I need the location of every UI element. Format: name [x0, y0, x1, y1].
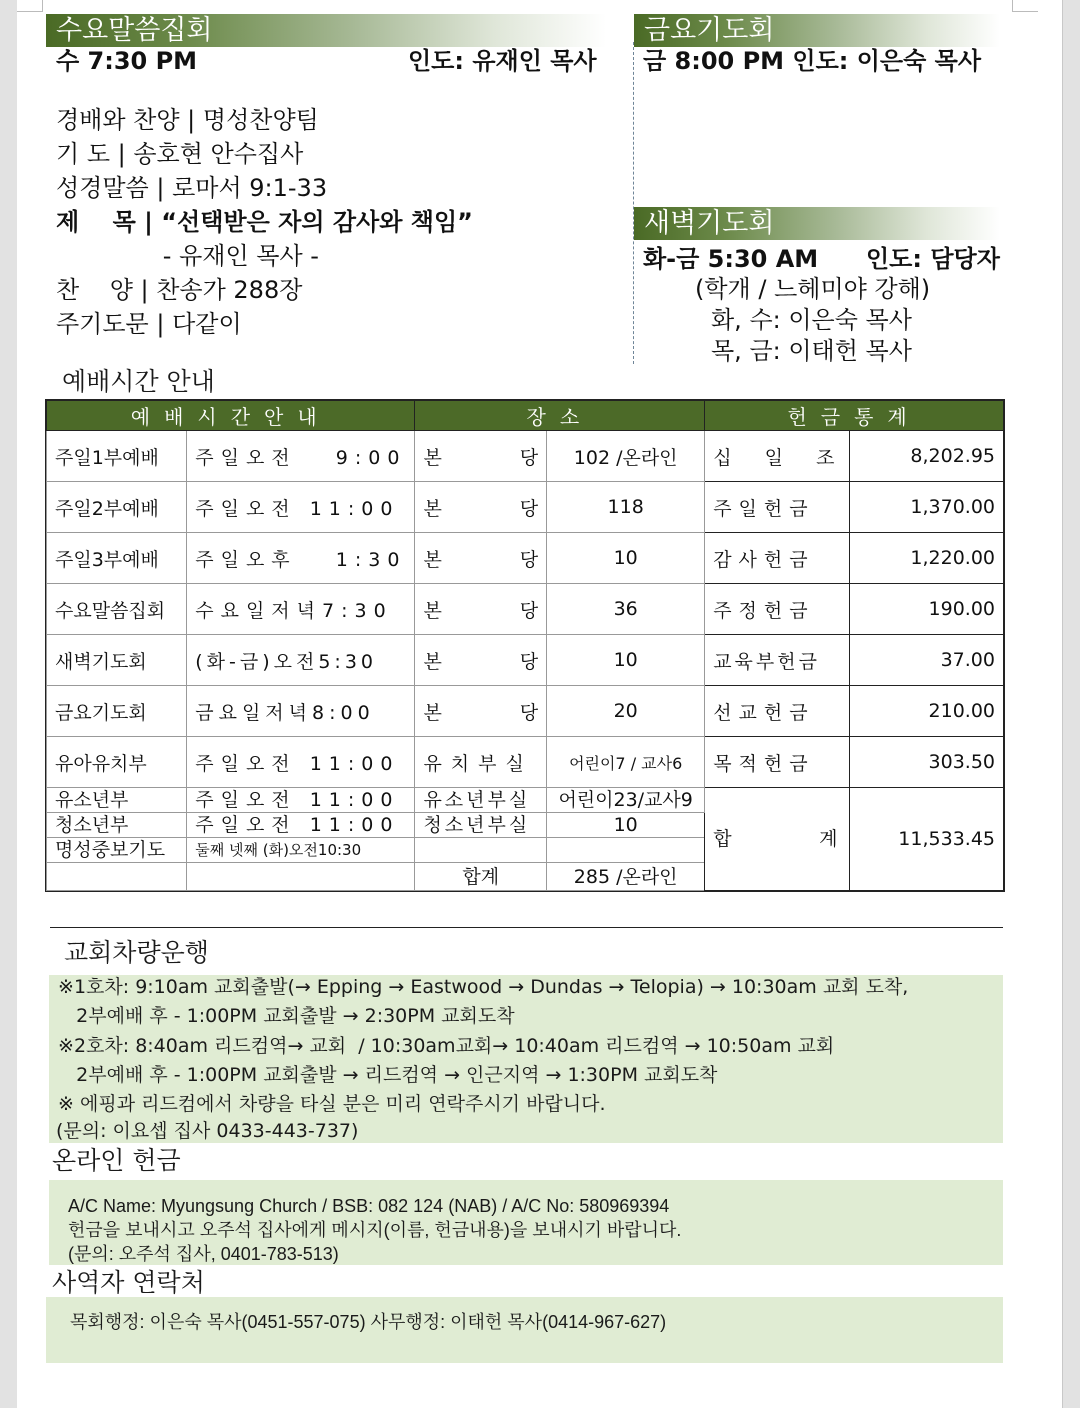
account-info: A/C Name: Myungsung Church / BSB: 082 124 (NAB) / A/C No: 580969394: [68, 1196, 670, 1216]
place-b: 당: [519, 497, 539, 520]
place-b: 당: [519, 650, 539, 673]
dawn-line: 화, 수: 이은숙 목사: [711, 306, 912, 334]
offering-label: 감사헌금: [705, 533, 850, 584]
service-time: (화-금)오전5:30: [187, 635, 415, 686]
vehicle-line: ※2호차: 8:40am 리드컴역→ 교회 / 10:30am교회→ 10:40am 리드컴역 → 10:50am 교회: [52, 1035, 835, 1057]
offering-label: 주일헌금: [705, 482, 850, 533]
service-place: 유소년부실: [415, 788, 547, 813]
program-line-title: 제 목 | “선택받은 자의 감사와 책임”: [56, 208, 473, 236]
vehicle-title: 교회차량운행: [64, 938, 209, 967]
offering-label: 선교헌금: [705, 686, 850, 737]
place-a: 본: [423, 497, 442, 520]
service-time: 금요일저녁8:00: [187, 686, 415, 737]
offering-amount: 210.00: [850, 686, 1004, 737]
attendance: 36: [547, 584, 705, 635]
attendance: [547, 838, 705, 863]
service-name: 청소년부: [47, 813, 187, 838]
offering-instruction: 헌금을 보내시고 오주석 집사에게 메시지(이름, 헌금내용)을 보내시기 바랍니다.: [68, 1220, 682, 1240]
attendance: 20: [547, 686, 705, 737]
program-line: 경배와 찬양 | 명성찬양팀: [56, 106, 319, 134]
program-line: 기 도 | 송호현 안수집사: [56, 140, 304, 168]
page-margin-left: [0, 0, 17, 1408]
dawn-leader: 인도: 담당자: [866, 245, 1000, 273]
attendance: 10: [547, 635, 705, 686]
program-line: 찬 양 | 찬송가 288장: [56, 276, 303, 304]
empty-cell: [187, 863, 415, 891]
service-name: 유아유치부: [47, 737, 187, 788]
schedule-table: [46, 400, 1004, 891]
offering-label: 교육부헌금: [705, 635, 850, 686]
table-row: [47, 686, 1004, 737]
offering-label: 목적헌금: [705, 737, 850, 788]
offering-amount: 303.50: [850, 737, 1004, 788]
place-a: 본: [423, 701, 442, 724]
vehicle-line: ※ 에핑과 리드컴에서 차량을 타실 분은 미리 연락주시기 바랍니다.: [52, 1093, 606, 1115]
vehicle-line: 2부예배 후 - 1:00PM 교회출발 → 2:30PM 교회도착: [52, 1005, 515, 1027]
vehicle-line: 2부예배 후 - 1:00PM 교회출발 → 리드컴역 → 인근지역 → 1:30PM 교회도착: [52, 1064, 718, 1086]
service-place: 청소년부실: [415, 813, 547, 838]
service-name: 유소년부: [47, 788, 187, 813]
service-time: 주일오전 11:00: [187, 813, 415, 838]
place-b: 당: [519, 446, 539, 469]
dawn-section-header: 새벽기도회: [634, 207, 1000, 240]
offering-amount: 8,202.95: [850, 431, 1004, 482]
offering-total: 11,533.45: [850, 788, 1004, 891]
dawn-line: 목, 금: 이태헌 목사: [711, 337, 912, 365]
schedule-title: 예배시간 안내: [62, 367, 215, 396]
service-place: [415, 584, 547, 635]
offering-contact: (문의: 오주석 집사, 0401-783-513): [68, 1244, 339, 1264]
offering-total-label: [705, 788, 850, 891]
service-place: [415, 431, 547, 482]
service-name: 금요기도회: [47, 686, 187, 737]
vehicle-line: ※1호차: 9:10am 교회출발(→ Epping → Eastwood → Dundas → Telopia) → 10:30am 교회 도착,: [52, 976, 909, 998]
service-time: 둘째 넷째 (화)오전10:30: [187, 838, 415, 863]
offering-amount: 190.00: [850, 584, 1004, 635]
attendance: 어린이23/교사9: [547, 788, 705, 813]
vehicle-box: [49, 975, 1003, 1143]
place-a: 본: [423, 650, 442, 673]
service-time: 수요일저녁7:30: [187, 584, 415, 635]
table-row: [47, 584, 1004, 635]
header-offering: 헌금통계: [705, 401, 1004, 431]
table-row: [47, 431, 1004, 482]
offering-label: 십 일 조: [705, 431, 850, 482]
attendance: 102 /온라인: [547, 431, 705, 482]
total-label-a: 합: [713, 828, 732, 850]
service-time: 주일오전 11:00: [187, 788, 415, 813]
service-place: [415, 635, 547, 686]
place-a: 본: [423, 446, 442, 469]
total-label: 합계: [415, 863, 547, 891]
attendance: 어린이7 / 교사6: [547, 737, 705, 788]
column-divider: [633, 42, 634, 364]
program-line: 주기도문 | 다같이: [56, 310, 242, 338]
table-row: [47, 737, 1004, 788]
crop-mark-right: [1012, 0, 1038, 12]
wednesday-section-header: 수요말씀집회: [46, 14, 606, 47]
place-b: 당: [519, 548, 539, 571]
empty-cell: [47, 863, 187, 891]
service-name: 주일2부예배: [47, 482, 187, 533]
attendance: 10: [547, 533, 705, 584]
program-line: 성경말씀 | 로마서 9:1-33: [56, 174, 328, 202]
wednesday-time: 수 7:30 PM: [56, 47, 198, 75]
service-place: [415, 482, 547, 533]
service-time: 주일오전 11:00: [187, 482, 415, 533]
vertical-scrollbar[interactable]: [1062, 0, 1080, 1408]
contacts-title: 사역자 연락처: [52, 1268, 205, 1297]
vehicle-contact: (문의: 이요셉 집사 0433-443-737): [56, 1120, 359, 1142]
service-place: [415, 686, 547, 737]
service-place: 유치부실: [415, 737, 547, 788]
friday-section-header: 금요기도회: [634, 14, 1000, 47]
place-b: 당: [519, 599, 539, 622]
offering-amount: 1,370.00: [850, 482, 1004, 533]
header-service: 예배시간안내: [47, 401, 415, 431]
program-line-preacher: - 유재인 목사 -: [56, 242, 319, 270]
service-time: 주일오후 1:30: [187, 533, 415, 584]
service-name: 수요말씀집회: [47, 584, 187, 635]
total-attendance: 285 /온라인: [547, 863, 705, 891]
service-name: 주일1부예배: [47, 431, 187, 482]
contacts-line: 목회행정: 이은숙 목사(0451-557-075) 사무행정: 이태헌 목사(0414-967-627): [70, 1312, 667, 1332]
dawn-line: (학개 / 느헤미야 강해): [695, 275, 931, 303]
place-b: 당: [519, 701, 539, 724]
service-time: 주일오전 9:00: [187, 431, 415, 482]
wednesday-leader: 인도: 유재인 목사: [408, 47, 597, 75]
offering-label: 주정헌금: [705, 584, 850, 635]
offering-amount: 37.00: [850, 635, 1004, 686]
friday-time-leader: 금 8:00 PM 인도: 이은숙 목사: [643, 47, 982, 75]
service-place: [415, 533, 547, 584]
table-row: [47, 482, 1004, 533]
service-name: 명성중보기도: [47, 838, 187, 863]
offering-amount: 1,220.00: [850, 533, 1004, 584]
place-a: 본: [423, 599, 442, 622]
service-name: 주일3부예배: [47, 533, 187, 584]
attendance: 10: [547, 813, 705, 838]
online-offering-title: 온라인 헌금: [52, 1146, 181, 1175]
section-divider: [50, 927, 1003, 928]
attendance: 118: [547, 482, 705, 533]
crop-mark-left: [17, 0, 43, 12]
total-label-b: 계: [819, 828, 838, 850]
table-row-small: [47, 788, 1004, 813]
header-place: 장소: [415, 401, 705, 431]
table-row: [47, 533, 1004, 584]
dawn-time: 화-금 5:30 AM: [643, 245, 819, 273]
service-place: [415, 838, 547, 863]
place-a: 본: [423, 548, 442, 571]
table-header-row: [47, 401, 1004, 431]
service-name: 새벽기도회: [47, 635, 187, 686]
table-row: [47, 635, 1004, 686]
service-time: 주일오전 11:00: [187, 737, 415, 788]
